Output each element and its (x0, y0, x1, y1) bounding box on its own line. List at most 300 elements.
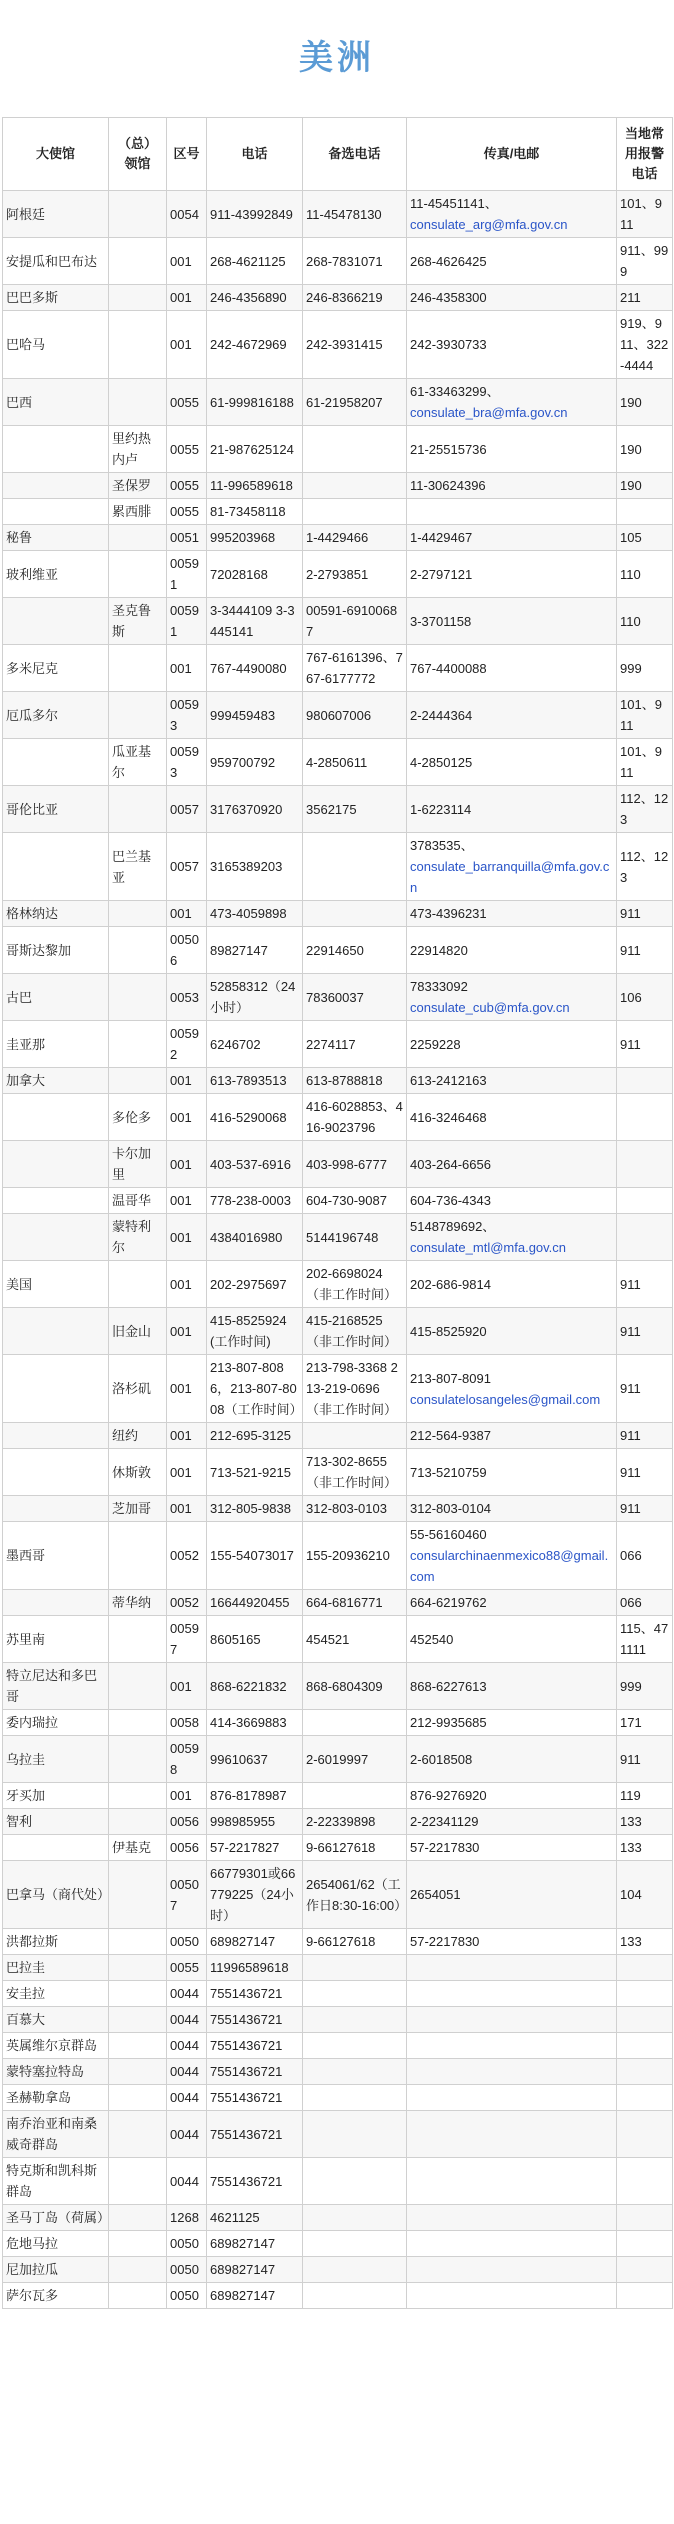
fax-email-cell (407, 2283, 617, 2309)
table-body (3, 191, 673, 2309)
embassy-cell: 蒙特塞拉特岛 (3, 2059, 109, 2085)
alt-phone-cell (303, 1710, 407, 1736)
fax-email-cell (407, 1522, 617, 1590)
email-link[interactable]: consulate_arg@mfa.gov.cn (410, 217, 568, 232)
table-row (3, 1710, 673, 1736)
consulate-cell (109, 551, 167, 598)
table-row (3, 499, 673, 525)
consulate-cell (109, 1736, 167, 1783)
consulate-cell: 纽约 (109, 1423, 167, 1449)
fax-email-cell (407, 1981, 617, 2007)
phone-cell: 66779301或66779225（24小时） (207, 1861, 303, 1929)
phone-cell: 11-996589618 (207, 473, 303, 499)
table-row (3, 1861, 673, 1929)
fax-number: 202-686-9814 (410, 1276, 491, 1292)
table-row (3, 525, 673, 551)
table-row (3, 2257, 673, 2283)
embassy-cell (3, 1496, 109, 1522)
phone-cell: 999459483 (207, 692, 303, 739)
fax-number: 22914820 (410, 942, 468, 958)
email-link[interactable]: consulate_bra@mfa.gov.cn (410, 405, 568, 420)
fax-number: 4-2850125 (410, 754, 473, 770)
phone-cell: 995203968 (207, 525, 303, 551)
fax-number: 473-4396231 (410, 906, 487, 921)
email-link[interactable]: consulate_mtl@mfa.gov.cn (410, 1240, 567, 1255)
embassy-cell (3, 1835, 109, 1861)
fax-number: 415-8525920 (410, 1323, 487, 1339)
consulate-cell: 圣保罗 (109, 473, 167, 499)
area-code-cell: 001 (167, 311, 207, 379)
fax-email-cell (407, 1736, 617, 1783)
consulate-cell (109, 525, 167, 551)
embassy-cell: 南乔治亚和南桑威奇群岛 (3, 2111, 109, 2158)
area-code-cell: 001 (167, 1141, 207, 1188)
police-cell: 112、123 (617, 786, 673, 833)
embassy-cell: 圣马丁岛（荷属） (3, 2205, 109, 2231)
alt-phone-cell (303, 1955, 407, 1981)
table-row (3, 1616, 673, 1663)
fax-email-cell (407, 1590, 617, 1616)
embassy-cell: 圭亚那 (3, 1021, 109, 1068)
phone-cell: 416-5290068 (207, 1094, 303, 1141)
table-row (3, 1663, 673, 1710)
phone-cell: 21-987625124 (207, 426, 303, 473)
fax-number: 2654051 (410, 1887, 461, 1902)
area-code-cell: 0044 (167, 2033, 207, 2059)
police-cell: 190 (617, 379, 673, 426)
police-cell: 911 (617, 1308, 673, 1355)
table-row (3, 786, 673, 833)
alt-phone-cell (303, 1423, 407, 1449)
alt-phone-cell: 78360037 (303, 974, 407, 1021)
embassy-cell: 安圭拉 (3, 1981, 109, 2007)
table-row (3, 598, 673, 645)
consulate-cell (109, 2231, 167, 2257)
fax-email-cell (407, 285, 617, 311)
alt-phone-cell: 00591-69100687 (303, 598, 407, 645)
police-cell: 911 (617, 1449, 673, 1496)
phone-cell: 99610637 (207, 1736, 303, 1783)
table-row (3, 1981, 673, 2007)
alt-phone-cell: 664-6816771 (303, 1590, 407, 1616)
consulate-cell: 芝加哥 (109, 1496, 167, 1522)
table-row (3, 645, 673, 692)
area-code-cell: 00597 (167, 1616, 207, 1663)
area-code-cell: 0056 (167, 1835, 207, 1861)
embassy-cell (3, 1308, 109, 1355)
fax-number: 268-4626425 (410, 253, 487, 269)
embassy-cell: 萨尔瓦多 (3, 2283, 109, 2309)
embassy-cell (3, 833, 109, 901)
alt-phone-cell: 613-8788818 (303, 1068, 407, 1094)
alt-phone-cell: 2-2793851 (303, 551, 407, 598)
table-row (3, 1068, 673, 1094)
table-row (3, 1355, 673, 1423)
police-cell (617, 2085, 673, 2111)
fax-number: 767-4400088 (410, 660, 487, 676)
police-cell: 211 (617, 285, 673, 311)
alt-phone-cell (303, 2085, 407, 2111)
alt-phone-cell: 312-803-0103 (303, 1496, 407, 1522)
police-cell (617, 1981, 673, 2007)
area-code-cell: 0050 (167, 2283, 207, 2309)
alt-phone-cell: 2-6019997 (303, 1736, 407, 1783)
table-row (3, 551, 673, 598)
area-code-cell: 00506 (167, 927, 207, 974)
phone-cell: 7551436721 (207, 1981, 303, 2007)
area-code-cell: 001 (167, 285, 207, 311)
embassy-cell (3, 1188, 109, 1214)
alt-phone-cell: 155-20936210 (303, 1522, 407, 1590)
table-row (3, 426, 673, 473)
fax-email-cell (407, 1663, 617, 1710)
page-title: 美洲 (299, 39, 375, 77)
area-code-cell: 001 (167, 645, 207, 692)
police-cell: 110 (617, 598, 673, 645)
fax-number: 242-3930733 (410, 337, 487, 352)
police-cell: 999 (617, 645, 673, 692)
fax-number: 452540 (410, 1631, 454, 1647)
phone-cell: 81-73458118 (207, 499, 303, 525)
table-row (3, 1449, 673, 1496)
fax-number: 212-9935685 (410, 1715, 487, 1730)
alt-phone-cell: 11-45478130 (303, 191, 407, 238)
phone-cell: 4384016980 (207, 1214, 303, 1261)
fax-email-cell (407, 499, 617, 525)
embassy-cell: 巴拿马（商代处） (3, 1861, 109, 1929)
alt-phone-cell (303, 833, 407, 901)
police-cell: 911 (617, 1496, 673, 1522)
police-cell: 110 (617, 551, 673, 598)
embassy-cell: 巴拉圭 (3, 1955, 109, 1981)
fax-email-cell (407, 2033, 617, 2059)
table-row (3, 2033, 673, 2059)
area-code-cell: 0055 (167, 426, 207, 473)
fax-number: 11-30624396 (410, 478, 486, 493)
fax-email-cell (407, 2007, 617, 2033)
embassy-cell: 哥斯达黎加 (3, 927, 109, 974)
fax-number: 613-2412163 (410, 1073, 487, 1088)
fax-email-cell (407, 2257, 617, 2283)
area-code-cell: 001 (167, 1355, 207, 1423)
phone-cell: 713-521-9215 (207, 1449, 303, 1496)
area-code-cell: 0058 (167, 1710, 207, 1736)
consulate-cell (109, 238, 167, 285)
alt-phone-cell: 9-66127618 (303, 1929, 407, 1955)
area-code-cell: 0044 (167, 2007, 207, 2033)
fax-number: 604-736-4343 (410, 1193, 491, 1208)
embassy-cell (3, 1423, 109, 1449)
phone-cell: 52858312（24小时） (207, 974, 303, 1021)
police-cell: 066 (617, 1522, 673, 1590)
police-cell: 911 (617, 1021, 673, 1068)
fax-email-cell (407, 2085, 617, 2111)
fax-email-cell (407, 1616, 617, 1663)
police-cell (617, 2111, 673, 2158)
table-row (3, 927, 673, 974)
fax-number: 868-6227613 (410, 1678, 487, 1694)
fax-number: 2-2797121 (410, 566, 473, 582)
email-link[interactable]: consulate_cub@mfa.gov.cn (410, 1000, 570, 1015)
consulate-cell (109, 2007, 167, 2033)
consulate-cell (109, 379, 167, 426)
consulate-cell (109, 645, 167, 692)
table-row (3, 1094, 673, 1141)
fax-email-cell (407, 2111, 617, 2158)
table-row (3, 901, 673, 927)
fax-email-cell (407, 1068, 617, 1094)
alt-phone-cell (303, 2111, 407, 2158)
table-row (3, 2158, 673, 2205)
alt-phone-cell: 4-2850611 (303, 739, 407, 786)
consulate-cell (109, 2033, 167, 2059)
alt-phone-cell (303, 901, 407, 927)
alt-phone-cell: 202-6698024（非工作时间） (303, 1261, 407, 1308)
phone-cell: 689827147 (207, 1929, 303, 1955)
consulate-cell (109, 2158, 167, 2205)
fax-number: 61-33463299、 (410, 384, 500, 399)
phone-cell: 89827147 (207, 927, 303, 974)
alt-phone-cell: 1-4429466 (303, 525, 407, 551)
fax-number: 212-564-9387 (410, 1428, 491, 1443)
embassy-cell (3, 1355, 109, 1423)
fax-number: 1-6223114 (410, 801, 472, 817)
police-cell: 101、911 (617, 191, 673, 238)
area-code-cell: 0054 (167, 191, 207, 238)
consulate-cell (109, 1955, 167, 1981)
phone-cell: 7551436721 (207, 2007, 303, 2033)
fax-email-cell (407, 2231, 617, 2257)
alt-phone-cell: 416-6028853、416-9023796 (303, 1094, 407, 1141)
consulate-cell (109, 1068, 167, 1094)
phone-cell: 11996589618 (207, 1955, 303, 1981)
phone-cell: 778-238-0003 (207, 1188, 303, 1214)
fax-email-cell (407, 1955, 617, 1981)
phone-cell: 998985955 (207, 1809, 303, 1835)
alt-phone-cell (303, 473, 407, 499)
consulate-cell (109, 1021, 167, 1068)
phone-cell: 414-3669883 (207, 1710, 303, 1736)
embassy-cell (3, 426, 109, 473)
police-cell (617, 2007, 673, 2033)
alt-phone-cell (303, 426, 407, 473)
fax-number: 713-5210759 (410, 1464, 487, 1480)
fax-number: 213-807-8091 (410, 1370, 491, 1386)
fax-email-cell (407, 1423, 617, 1449)
alt-phone-cell (303, 1981, 407, 2007)
embassy-cell (3, 739, 109, 786)
area-code-cell: 00592 (167, 1021, 207, 1068)
embassy-cell: 牙买加 (3, 1783, 109, 1809)
police-cell: 911 (617, 1423, 673, 1449)
consulate-cell (109, 2111, 167, 2158)
fax-email-cell (407, 2205, 617, 2231)
consulate-cell: 里约热内卢 (109, 426, 167, 473)
area-code-cell: 001 (167, 1094, 207, 1141)
police-cell (617, 2205, 673, 2231)
embassy-cell (3, 1590, 109, 1616)
police-cell: 119 (617, 1783, 673, 1809)
alt-phone-cell: 213-798-3368 213-219-0696（非工作时间） (303, 1355, 407, 1423)
phone-cell: 7551436721 (207, 2158, 303, 2205)
table-row (3, 1736, 673, 1783)
consulate-cell (109, 311, 167, 379)
phone-cell: 242-4672969 (207, 311, 303, 379)
area-code-cell: 0053 (167, 974, 207, 1021)
fax-email-cell (407, 692, 617, 739)
fax-email-cell (407, 551, 617, 598)
consulate-cell: 圣克鲁斯 (109, 598, 167, 645)
table-row (3, 1308, 673, 1355)
header-alt-phone: 备选电话 (303, 118, 407, 191)
table-row (3, 285, 673, 311)
fax-number: 312-803-0104 (410, 1501, 491, 1516)
police-cell: 911 (617, 901, 673, 927)
alt-phone-cell: 246-8366219 (303, 285, 407, 311)
consulate-cell (109, 974, 167, 1021)
police-cell: 133 (617, 1929, 673, 1955)
phone-cell: 959700792 (207, 739, 303, 786)
consulate-cell (109, 285, 167, 311)
police-cell (617, 2257, 673, 2283)
header-fax-email: 传真/电邮 (407, 118, 617, 191)
phone-cell: 415-8525924(工作时间) (207, 1308, 303, 1355)
area-code-cell: 001 (167, 1783, 207, 1809)
table-row (3, 1423, 673, 1449)
alt-phone-cell: 604-730-9087 (303, 1188, 407, 1214)
alt-phone-cell (303, 2283, 407, 2309)
fax-number: 21-25515736 (410, 441, 487, 457)
fax-email-cell (407, 1835, 617, 1861)
embassy-cell: 厄瓜多尔 (3, 692, 109, 739)
phone-cell: 3-3444109 3-3445141 (207, 598, 303, 645)
police-cell (617, 1188, 673, 1214)
embassy-cell: 哥伦比亚 (3, 786, 109, 833)
table-row (3, 692, 673, 739)
police-cell: 911 (617, 1736, 673, 1783)
alt-phone-cell: 242-3931415 (303, 311, 407, 379)
fax-email-cell (407, 1021, 617, 1068)
consulate-cell: 洛杉矶 (109, 1355, 167, 1423)
table-row (3, 311, 673, 379)
area-code-cell: 00598 (167, 1736, 207, 1783)
fax-number: 246-4358300 (410, 290, 487, 305)
embassy-cell: 智利 (3, 1809, 109, 1835)
area-code-cell: 0055 (167, 1955, 207, 1981)
alt-phone-cell: 2274117 (303, 1021, 407, 1068)
table-row (3, 2007, 673, 2033)
embassy-cell: 百慕大 (3, 2007, 109, 2033)
consulate-cell (109, 901, 167, 927)
area-code-cell: 0052 (167, 1590, 207, 1616)
alt-phone-cell (303, 2059, 407, 2085)
email-link[interactable]: consulate_barranquilla@mfa.gov.cn (410, 859, 610, 895)
table-row (3, 2111, 673, 2158)
embassy-cell (3, 499, 109, 525)
consulate-cell (109, 1861, 167, 1929)
table-row (3, 1929, 673, 1955)
embassy-cell (3, 1214, 109, 1261)
email-link[interactable]: consulatelosangeles@gmail.com (410, 1391, 601, 1407)
area-code-cell: 0052 (167, 1522, 207, 1590)
area-code-cell: 001 (167, 1261, 207, 1308)
alt-phone-cell (303, 1783, 407, 1809)
email-link[interactable]: consularchinaenmexico88@gmail.com (410, 1548, 609, 1584)
fax-email-cell (407, 927, 617, 974)
alt-phone-cell: 713-302-8655（非工作时间） (303, 1449, 407, 1496)
phone-cell: 6246702 (207, 1021, 303, 1068)
consulate-cell (109, 191, 167, 238)
phone-cell: 7551436721 (207, 2059, 303, 2085)
consulate-cell: 旧金山 (109, 1308, 167, 1355)
embassy-cell (3, 598, 109, 645)
header-area-code: 区号 (167, 118, 207, 191)
phone-cell: 473-4059898 (207, 901, 303, 927)
alt-phone-cell: 767-6161396、767-6177772 (303, 645, 407, 692)
table-row (3, 2059, 673, 2085)
consulate-cell (109, 692, 167, 739)
area-code-cell: 1268 (167, 2205, 207, 2231)
alt-phone-cell: 2654061/62（工作日8:30-16:00） (303, 1861, 407, 1929)
police-cell: 911 (617, 927, 673, 974)
embassy-table (2, 117, 673, 2309)
embassy-cell: 古巴 (3, 974, 109, 1021)
police-cell: 105 (617, 525, 673, 551)
fax-email-cell (407, 1809, 617, 1835)
embassy-cell: 巴西 (3, 379, 109, 426)
fax-email-cell (407, 786, 617, 833)
police-cell (617, 1214, 673, 1261)
police-cell (617, 1141, 673, 1188)
area-code-cell: 0044 (167, 2111, 207, 2158)
police-cell: 101、911 (617, 739, 673, 786)
table-row (3, 1809, 673, 1835)
police-cell: 190 (617, 473, 673, 499)
consulate-cell (109, 2257, 167, 2283)
police-cell (617, 1068, 673, 1094)
police-cell: 133 (617, 1835, 673, 1861)
embassy-cell: 洪都拉斯 (3, 1929, 109, 1955)
fax-email-cell (407, 1355, 617, 1423)
area-code-cell: 0055 (167, 473, 207, 499)
embassy-cell: 委内瑞拉 (3, 1710, 109, 1736)
police-cell (617, 2158, 673, 2205)
phone-cell: 7551436721 (207, 2111, 303, 2158)
police-cell (617, 499, 673, 525)
alt-phone-cell (303, 2257, 407, 2283)
alt-phone-cell (303, 2231, 407, 2257)
phone-cell: 689827147 (207, 2257, 303, 2283)
fax-email-cell (407, 1496, 617, 1522)
embassy-cell: 乌拉圭 (3, 1736, 109, 1783)
alt-phone-cell: 2-22339898 (303, 1809, 407, 1835)
police-cell: 171 (617, 1710, 673, 1736)
fax-number: 11-45451141、 (410, 196, 498, 211)
police-cell (617, 2059, 673, 2085)
consulate-cell: 卡尔加里 (109, 1141, 167, 1188)
fax-number: 2-22341129 (410, 1814, 479, 1829)
alt-phone-cell (303, 499, 407, 525)
embassy-cell: 多米尼克 (3, 645, 109, 692)
phone-cell: 868-6221832 (207, 1663, 303, 1710)
fax-email-cell (407, 1094, 617, 1141)
alt-phone-cell: 454521 (303, 1616, 407, 1663)
table-row (3, 2085, 673, 2111)
area-code-cell: 001 (167, 1068, 207, 1094)
phone-cell: 3176370920 (207, 786, 303, 833)
area-code-cell: 001 (167, 1214, 207, 1261)
table-row (3, 1590, 673, 1616)
